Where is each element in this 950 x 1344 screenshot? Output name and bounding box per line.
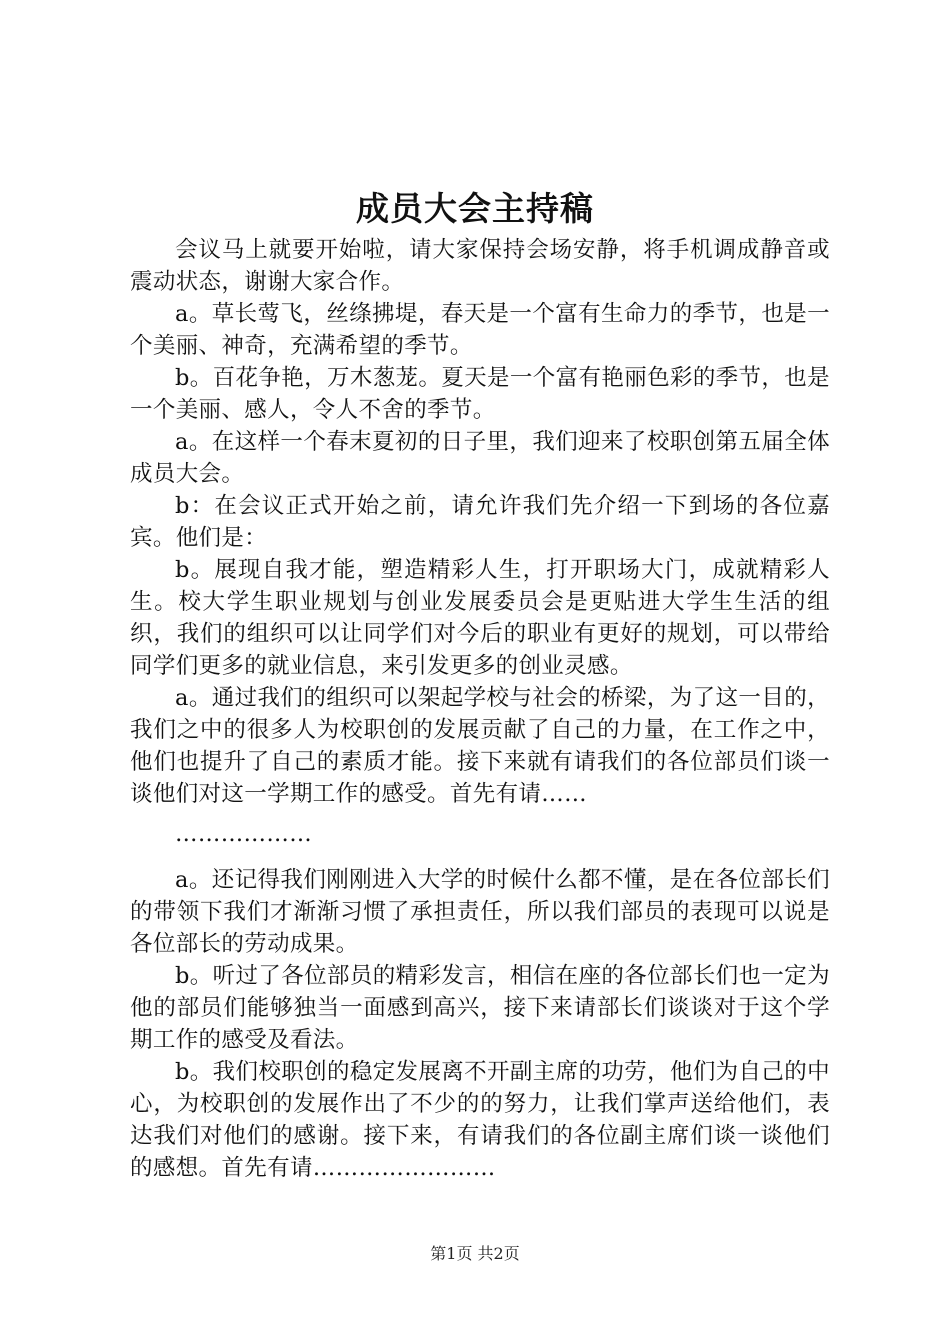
paragraph: a。草长莺飞，丝绦拂堤，春天是一个富有生命力的季节，也是一个美丽、神奇，充满希望的季节。 (130, 301, 830, 359)
document-body (130, 234, 830, 1184)
paragraph: b：在会议正式开始之前，请允许我们先介绍一下到场的各位嘉宾。他们是： (130, 493, 830, 551)
document-title: 成员大会主持稿 (356, 189, 594, 228)
paragraph: a。通过我们的组织可以架起学校与社会的桥梁，为了这一目的，我们之中的很多人为校职创的发展贡献了自己的力量，在工作之中，他们也提升了自己的素质才能。接下来就有请我们的各位部员们谈一谈他们对这一学期工作的感受。首先有请…… (130, 685, 830, 807)
paragraph: a。在这样一个春末夏初的日子里，我们迎来了校职创第五届全体成员大会。 (130, 429, 830, 487)
paragraph: b。百花争艳，万木葱茏。夏天是一个富有艳丽色彩的季节，也是一个美丽、感人，令人不舍的季节。 (130, 365, 830, 423)
paragraph: a。还记得我们刚刚进入大学的时候什么都不懂，是在各位部长们的带领下我们才渐渐习惯了承担责任，所以我们部员的表现可以说是各位部长的劳动成果。 (130, 867, 830, 957)
paragraph: b。听过了各位部员的精彩发言，相信在座的各位部长们也一定为他的部员们能够独当一面感到高兴，接下来请部长们谈谈对于这个学期工作的感受及看法。 (130, 963, 830, 1053)
paragraph: 会议马上就要开始啦，请大家保持会场安静，将手机调成静音或震动状态，谢谢大家合作。 (130, 237, 830, 295)
ellipsis-line: ……………… (175, 821, 313, 847)
paragraph: b。展现自我才能，塑造精彩人生，打开职场大门，成就精彩人生。校大学生职业规划与创业发展委员会是更贴进大学生生活的组织，我们的组织可以让同学们对今后的职业有更好的规划，可以带给同学们更多的就业信息，来引发更多的创业灵感。 (130, 557, 830, 679)
page-footer: 第1页 共2页 (430, 1244, 520, 1263)
paragraph: b。我们校职创的稳定发展离不开副主席的功劳，他们为自己的中心，为校职创的发展作出了不少的的努力，让我们掌声送给他们，表达我们对他们的感谢。接下来，有请我们的各位副主席们谈一谈他们的感想。首先有请…………………… (130, 1059, 830, 1181)
